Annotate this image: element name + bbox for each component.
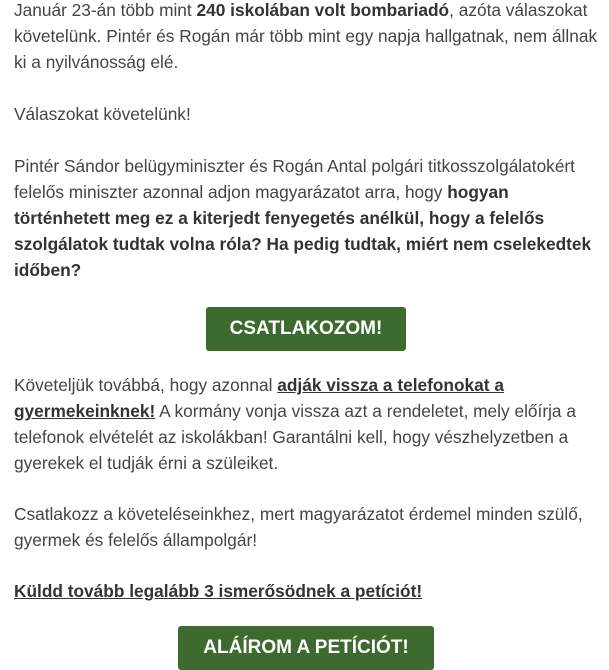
- demand-paragraph: Válaszokat követelünk!: [14, 104, 191, 124]
- ministers-bold-question: hogyan történhetett meg ez a kiterjedt fenyegetés anélkül, hogy a felelős szolgálatok tudtak volna róla? Ha pedig tudtak, miért nem cselekedtek időben?: [14, 182, 592, 280]
- sign-petition-button[interactable]: ALÁÍROM A PETÍCIÓT!: [178, 626, 434, 670]
- intro-bold-text: 240 iskolában volt bombariadó: [196, 0, 450, 20]
- join-demands-paragraph: Csatlakozz a követeléseinkhez, mert magyarázatot érdemel minden szülő, gyermek és felelős állampolgár!: [14, 504, 583, 550]
- intro-text-end: , azóta válaszokat követelünk. Pintér és Rogán már több mint egy napja hallgatnak, nem állnak ki a nyilvánosság elé.: [14, 0, 598, 72]
- share-petition-link[interactable]: Küldd tovább legalább 3 ismerősödnek a petíciót!: [14, 581, 423, 601]
- share-paragraph: [14, 578, 598, 604]
- phones-text-end: A kormány vonja vissza azt a rendeletet, mely előírja a telefonok elvételét az iskolákban! Garantálni kell, hogy vészhelyzetben a gyerekek el tudják érni a szüleiket.: [14, 401, 576, 473]
- intro-paragraph: [14, 0, 598, 75]
- sign-button-wrap: [14, 604, 598, 670]
- phones-paragraph: [14, 372, 598, 476]
- intro-text-start: Január 23-án több mint: [14, 0, 197, 20]
- phones-return-link[interactable]: adják vissza a telefonokat a gyermekeinknek!: [14, 375, 504, 421]
- email-body: [14, 0, 598, 670]
- ministers-paragraph: [14, 153, 598, 283]
- phones-text-start: Követeljük továbbá, hogy azonnal: [14, 375, 278, 395]
- join-button[interactable]: CSATLAKOZOM!: [206, 307, 406, 351]
- ministers-text: Pintér Sándor belügyminiszter és Rogán Antal polgári titkosszolgálatokért felelős miniszter azonnal adjon magyarázatot arra, hogy: [14, 156, 575, 202]
- join-button-wrap: [14, 283, 598, 351]
